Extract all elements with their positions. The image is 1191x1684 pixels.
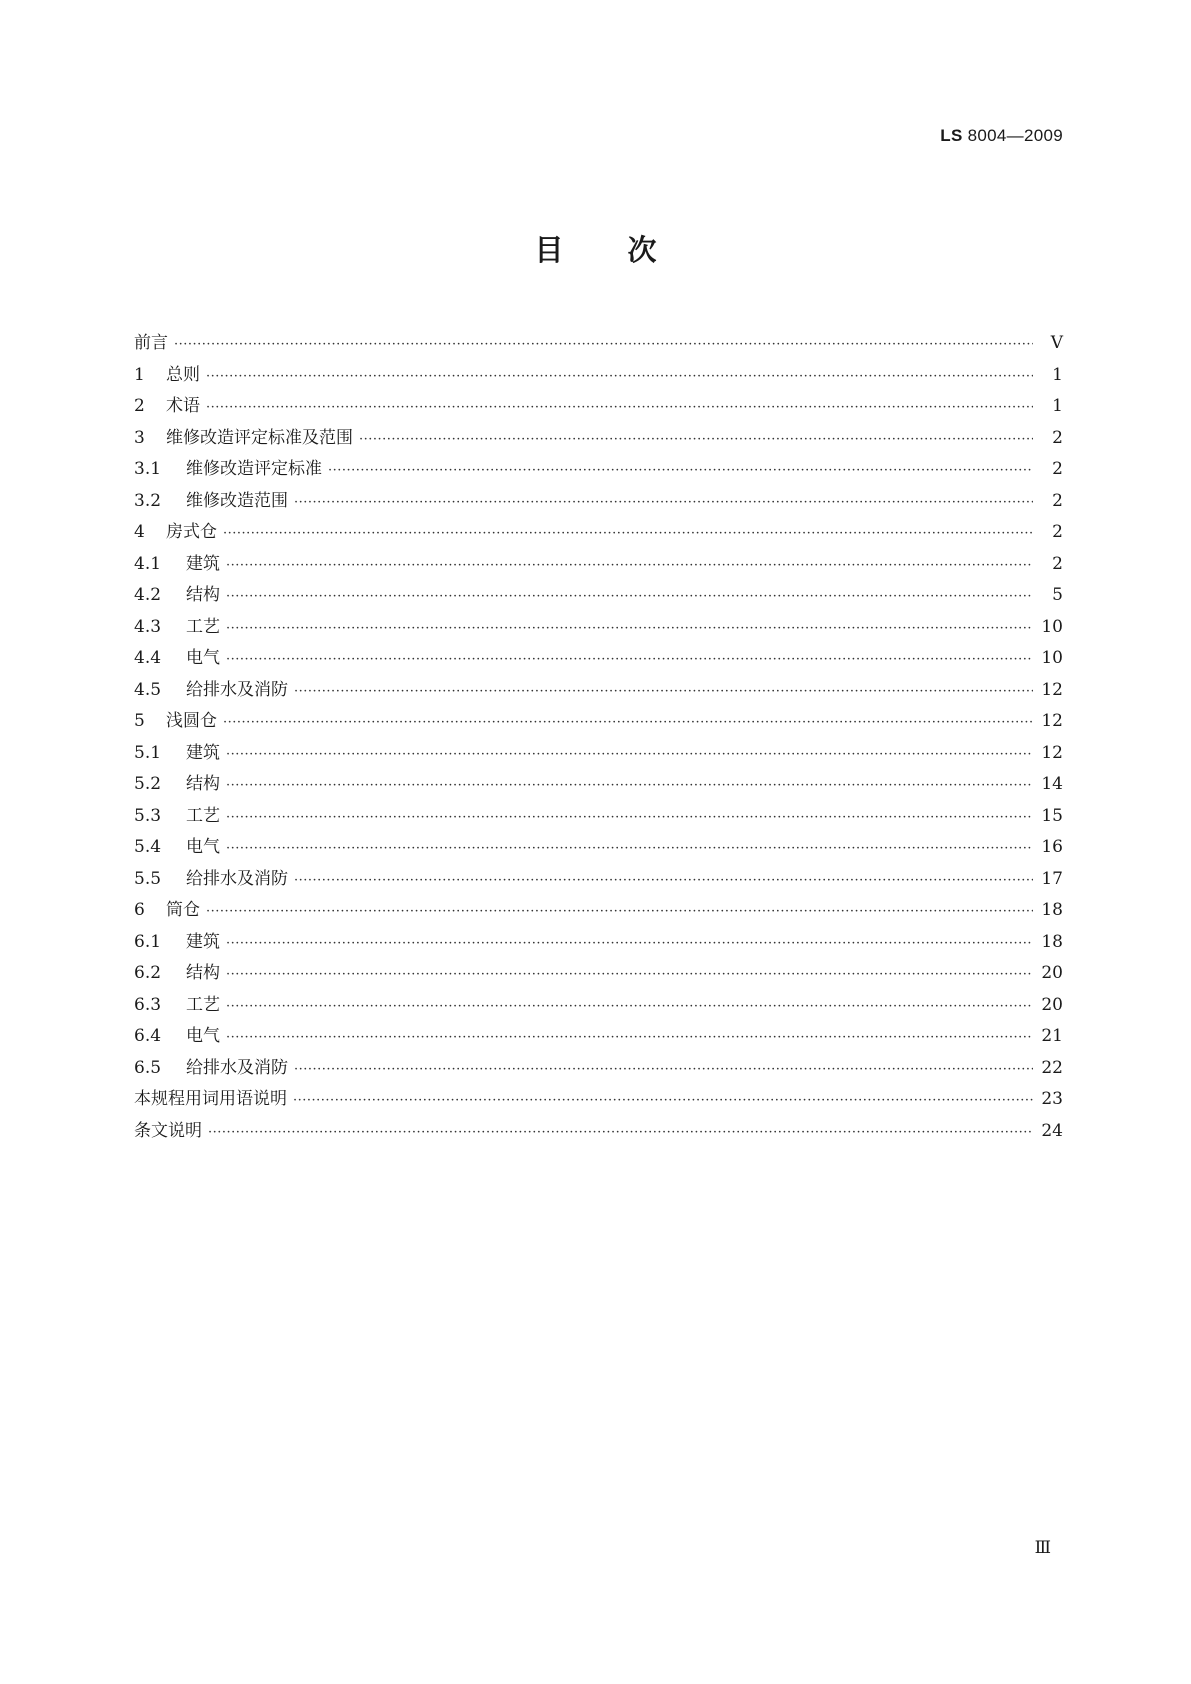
toc-leader-dots	[226, 802, 1033, 834]
toc-leader-dots	[226, 613, 1033, 645]
toc-entry-title: 房式仓	[166, 522, 217, 542]
toc-entry-title: 给排水及消防	[186, 1057, 288, 1078]
toc-entry[interactable]	[134, 832, 1063, 864]
toc-entry-number: 6	[134, 900, 145, 920]
toc-entry-page: 15	[1041, 805, 1063, 826]
toc-entry-page: 2	[1052, 490, 1063, 511]
toc-entry[interactable]	[134, 958, 1063, 990]
toc-entry-label	[134, 517, 217, 549]
toc-entry-title: 浅圆仓	[166, 711, 217, 731]
toc-entry-page: 12	[1041, 742, 1063, 763]
page-title: 目次	[534, 233, 721, 267]
toc-entry-page: V	[1050, 333, 1063, 353]
toc-entry-page: 5	[1052, 585, 1063, 605]
toc-entry-label	[134, 927, 220, 959]
toc-entry-number: 3.1	[134, 459, 162, 479]
toc-leader-dots	[206, 392, 1033, 424]
toc-entry-title: 工艺	[186, 994, 220, 1015]
toc-entry-title: 给排水及消防	[186, 868, 288, 889]
toc-leader-dots	[226, 581, 1033, 613]
toc-entry-number: 4.5	[134, 679, 162, 700]
toc-entry-label	[134, 486, 288, 518]
toc-leader-dots	[206, 361, 1033, 393]
toc-entry-label	[134, 1021, 220, 1053]
toc-entry-label	[134, 423, 353, 455]
toc-entry[interactable]	[134, 454, 1063, 486]
toc-entry-label	[134, 895, 200, 927]
toc-entry-label	[134, 769, 220, 801]
toc-entry-number: 5.4	[134, 837, 162, 857]
toc-leader-dots	[226, 739, 1033, 771]
toc-entry-number: 5.3	[134, 805, 162, 826]
toc-entry[interactable]	[134, 1084, 1063, 1116]
toc-entry-title: 维修改造评定标准及范围	[166, 427, 353, 448]
toc-entry-label	[134, 391, 200, 423]
toc-entry[interactable]	[134, 391, 1063, 423]
toc-entry-label	[134, 549, 220, 581]
toc-leader-dots	[293, 1085, 1033, 1117]
toc-entry-label	[134, 1116, 202, 1148]
toc-entry-number: 4	[134, 522, 145, 542]
toc-leader-dots	[328, 455, 1033, 487]
toc-entry[interactable]	[134, 517, 1063, 549]
toc-entry-title: 建筑	[186, 931, 220, 952]
toc-entry[interactable]	[134, 549, 1063, 581]
toc-entry-page: 18	[1041, 931, 1063, 952]
toc-leader-dots	[226, 991, 1033, 1023]
toc-entry-title: 工艺	[186, 805, 220, 826]
toc-entry-label	[134, 328, 168, 360]
toc-entry-number: 2	[134, 396, 145, 416]
toc-entry-label	[134, 360, 200, 392]
toc-entry[interactable]	[134, 612, 1063, 644]
toc-entry-label	[134, 580, 220, 612]
toc-leader-dots	[223, 518, 1033, 550]
toc-entry-number: 1	[134, 364, 145, 385]
toc-entry-title: 条文说明	[134, 1120, 202, 1141]
toc-leader-dots	[294, 865, 1033, 897]
toc-entry[interactable]	[134, 801, 1063, 833]
toc-entry-number: 3.2	[134, 490, 162, 511]
toc-entry-label	[134, 801, 220, 833]
toc-entry-label	[134, 454, 322, 486]
toc-entry-number: 6.3	[134, 994, 162, 1015]
toc-entry-title: 工艺	[186, 616, 220, 637]
toc-entry[interactable]	[134, 486, 1063, 518]
toc-entry-page: 18	[1041, 900, 1063, 920]
toc-entry[interactable]	[134, 769, 1063, 801]
toc-entry[interactable]	[134, 1021, 1063, 1053]
toc-entry-title: 本规程用词用语说明	[134, 1089, 287, 1109]
toc-entry-label	[134, 1053, 288, 1085]
toc-entry-page: 17	[1041, 868, 1063, 889]
toc-leader-dots	[359, 424, 1033, 456]
toc-entry-label	[134, 1084, 287, 1116]
toc-entry[interactable]	[134, 360, 1063, 392]
standard-code-number: 8004—2009	[967, 126, 1063, 145]
toc-entry-page: 10	[1041, 616, 1063, 637]
toc-entry-title: 结构	[186, 585, 220, 605]
toc-entry-number: 4.3	[134, 616, 162, 637]
page-number: Ⅲ	[1034, 1538, 1051, 1558]
toc-leader-dots	[294, 1054, 1033, 1086]
toc-entry[interactable]	[134, 1116, 1063, 1148]
toc-entry-label	[134, 738, 220, 770]
toc-leader-dots	[226, 928, 1033, 960]
toc-entry-page: 12	[1041, 711, 1063, 731]
toc-leader-dots	[208, 1117, 1033, 1149]
toc-entry-page: 24	[1041, 1120, 1063, 1141]
toc-entry-page: 23	[1041, 1089, 1063, 1109]
toc-entry[interactable]	[134, 990, 1063, 1022]
toc-entry[interactable]	[134, 738, 1063, 770]
toc-entry[interactable]	[134, 328, 1063, 360]
toc-entry-title: 总则	[166, 364, 200, 385]
toc-entry-number: 5	[134, 711, 145, 731]
toc-entry[interactable]	[134, 580, 1063, 612]
toc-entry-label	[134, 832, 220, 864]
toc-entry[interactable]	[134, 1053, 1063, 1085]
toc-entry[interactable]	[134, 706, 1063, 738]
toc-leader-dots	[174, 329, 1033, 361]
toc-leader-dots	[226, 770, 1033, 802]
toc-entry-title: 电气	[186, 1026, 220, 1046]
toc-entry-number: 6.1	[134, 931, 162, 952]
toc-leader-dots	[226, 550, 1033, 582]
toc-entry-page: 20	[1041, 994, 1063, 1015]
toc-entry-label	[134, 990, 220, 1022]
standard-code	[940, 126, 1063, 146]
toc-leader-dots	[223, 707, 1033, 739]
toc-leader-dots	[226, 833, 1033, 865]
toc-entry-page: 12	[1041, 679, 1063, 700]
toc-entry-title: 建筑	[186, 553, 220, 574]
toc-leader-dots	[294, 676, 1033, 708]
toc-entry-page: 20	[1041, 963, 1063, 983]
table-of-contents	[134, 328, 1063, 1147]
toc-entry-label	[134, 612, 220, 644]
toc-entry[interactable]	[134, 895, 1063, 927]
toc-entry-title: 维修改造范围	[186, 490, 288, 511]
toc-entry-number: 4.1	[134, 553, 162, 574]
toc-leader-dots	[294, 487, 1033, 519]
toc-entry-page: 14	[1041, 774, 1063, 794]
toc-entry-page: 1	[1052, 364, 1063, 385]
toc-entry-label	[134, 675, 288, 707]
toc-entry-number: 5.2	[134, 774, 162, 794]
toc-entry-number: 4.4	[134, 648, 162, 668]
toc-entry[interactable]	[134, 675, 1063, 707]
toc-entry-title: 术语	[166, 396, 200, 416]
toc-entry-number: 6.4	[134, 1026, 162, 1046]
toc-entry-title: 结构	[186, 774, 220, 794]
toc-entry-page: 10	[1041, 648, 1063, 668]
toc-entry-number: 5.1	[134, 742, 162, 763]
toc-entry-title: 给排水及消防	[186, 679, 288, 700]
toc-entry-label	[134, 864, 288, 896]
toc-entry-label	[134, 958, 220, 990]
toc-entry[interactable]	[134, 643, 1063, 675]
toc-entry-label	[134, 643, 220, 675]
toc-leader-dots	[226, 1022, 1033, 1054]
toc-leader-dots	[226, 959, 1033, 991]
toc-entry-page: 2	[1052, 553, 1063, 574]
toc-entry-title: 电气	[186, 648, 220, 668]
toc-entry-page: 2	[1052, 427, 1063, 448]
toc-entry-number: 5.5	[134, 868, 162, 889]
toc-entry-title: 结构	[186, 963, 220, 983]
standard-code-prefix: LS	[940, 126, 963, 145]
toc-entry-title: 建筑	[186, 742, 220, 763]
toc-entry-page: 21	[1041, 1026, 1063, 1046]
toc-entry-label	[134, 706, 217, 738]
toc-leader-dots	[206, 896, 1033, 928]
toc-entry-page: 2	[1052, 522, 1063, 542]
toc-entry-number: 4.2	[134, 585, 162, 605]
toc-entry[interactable]	[134, 423, 1063, 455]
toc-entry[interactable]	[134, 864, 1063, 896]
toc-leader-dots	[226, 644, 1033, 676]
toc-entry-title: 前言	[134, 333, 168, 353]
toc-entry-page: 1	[1052, 396, 1063, 416]
toc-entry-page: 16	[1041, 837, 1063, 857]
toc-entry-title: 维修改造评定标准	[186, 459, 322, 479]
toc-entry-title: 筒仓	[166, 900, 200, 920]
toc-entry-number: 3	[134, 427, 145, 448]
toc-entry-title: 电气	[186, 837, 220, 857]
toc-entry[interactable]	[134, 927, 1063, 959]
toc-entry-number: 6.2	[134, 963, 162, 983]
toc-entry-page: 22	[1041, 1057, 1063, 1078]
toc-entry-page: 2	[1052, 459, 1063, 479]
toc-entry-number: 6.5	[134, 1057, 162, 1078]
